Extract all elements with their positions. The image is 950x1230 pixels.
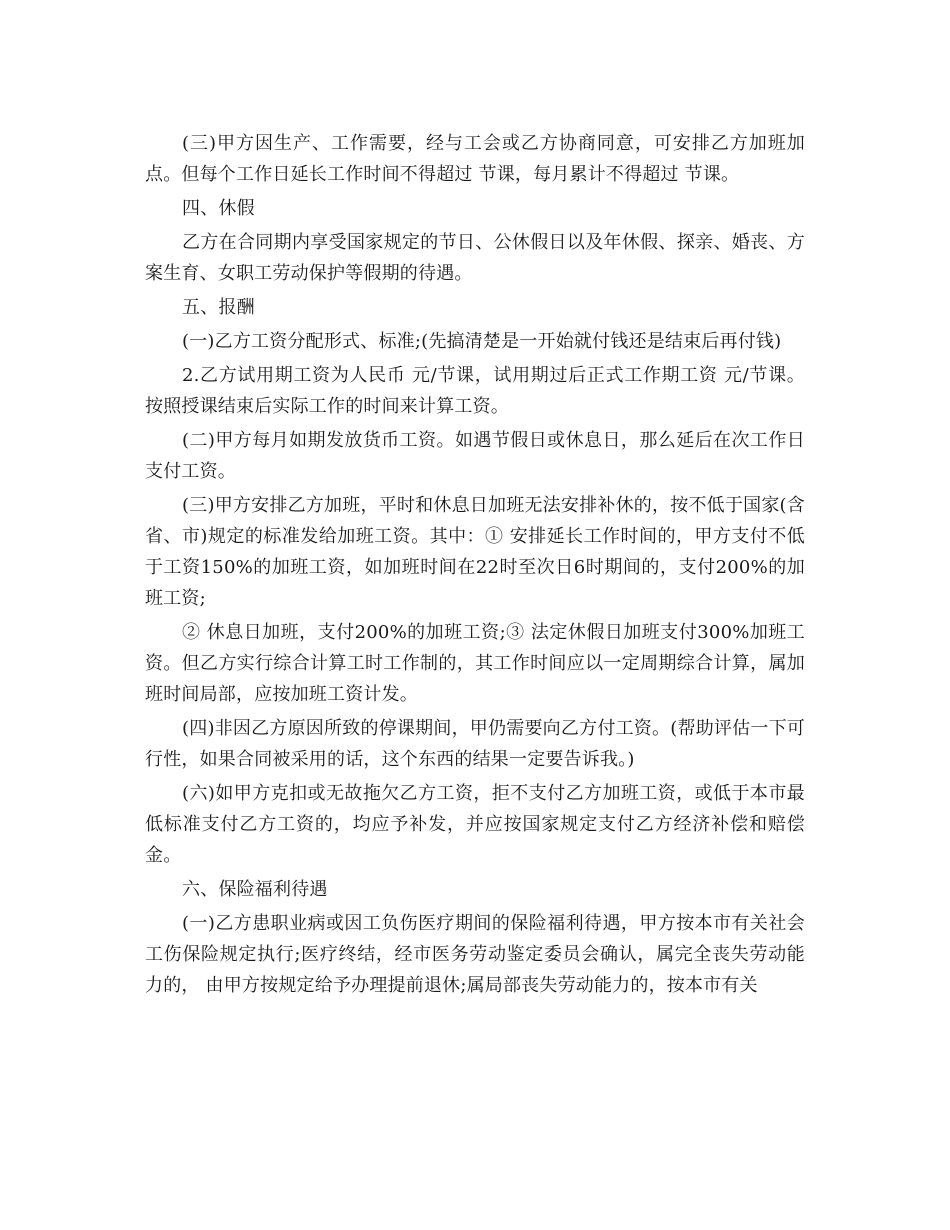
paragraph-vacation: 乙方在合同期内享受国家规定的节日、公休假日以及年休假、探亲、婚丧、方案生育、女职工劳动保护等假期的待遇。 — [145, 232, 805, 284]
document-body — [145, 128, 805, 1004]
paragraph-monthly-payment: (二)甲方每月如期发放货币工资。如遇节假日或休息日，那么延后在次工作日支付工资。 — [145, 430, 805, 482]
section-heading-vacation: 四、休假 — [182, 198, 255, 219]
paragraph-pay-form: (一)乙方工资分配形式、标准;(先搞清楚是一开始就付钱还是结束后再付钱) — [182, 331, 782, 352]
section-heading-pay: 五、报酬 — [182, 297, 255, 318]
section-heading-insurance: 六、保险福利待遇 — [182, 879, 328, 900]
paragraph-injury-insurance: (一)乙方患职业病或因工负伤医疗期间的保险福利待遇，甲方按本市有关社会工伤保险规定执行;医疗终结，经市医务劳动鉴定委员会确认，属完全丧失劳动能力的， 由甲方按规定给予办理提前退休;属局部丧失劳动能力的，按本市有关 — [145, 913, 805, 996]
paragraph-holiday-overtime: ② 休息日加班，支付200%的加班工资;③ 法定休假日加班支付300%加班工资。但乙方实行综合计算工时工作制的，其工作时间应以一定周期综合计算，属加班时间局部，应按加班工资计发。 — [145, 622, 805, 705]
paragraph-overtime-pay: (三)甲方安排乙方加班，平时和休息日加班无法安排补休的，按不低于国家(含省、市)规定的标准发给加班工资。其中：① 安排延长工作时间的，甲方支付不低于工资150%的加班工资，如加班时间在22时至次日6时期间的，支付200%的加班工资; — [145, 495, 805, 609]
paragraph-suspension-pay: (四)非因乙方原因所致的停课期间，甲仍需要向乙方付工资。(帮助评估一下可行性，如果合同被采用的话，这个东西的结果一定要告诉我。) — [145, 718, 805, 770]
paragraph-overtime-clause: (三)甲方因生产、工作需要，经与工会或乙方协商同意，可安排乙方加班加点。但每个工作日延长工作时间不得超过 节课，每月累计不得超过 节课。 — [145, 133, 805, 185]
paragraph-arrears: (六)如甲方克扣或无故拖欠乙方工资，拒不支付乙方加班工资，或低于本市最低标准支付乙方工资的，均应予补发，并应按国家规定支付乙方经济补偿和赔偿金。 — [145, 783, 805, 866]
paragraph-trial-wage: 2.乙方试用期工资为人民币 元/节课，试用期过后正式工作期工资 元/节课。按照授课结束后实际工作的时间来计算工资。 — [145, 365, 805, 417]
